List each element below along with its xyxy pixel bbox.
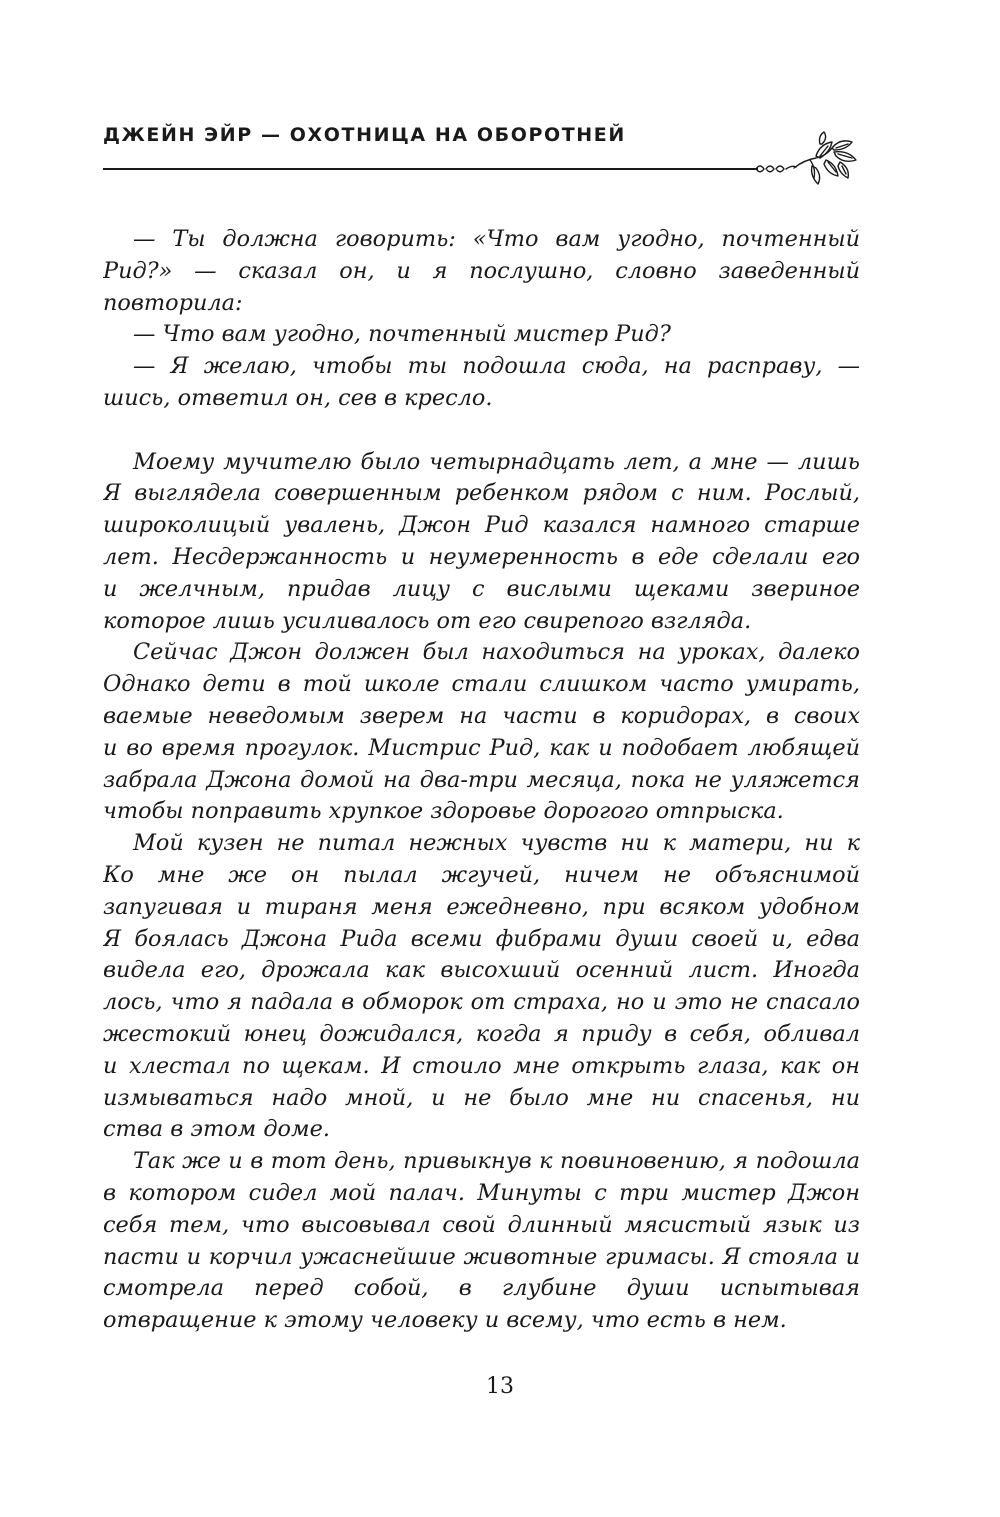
text-line: Рид?» — сказал он, и я послушно, словно заведенный: [103, 257, 860, 284]
text-line: лет. Несдержанность и неумеренность в еде сделали его: [103, 543, 860, 570]
text-line: — Я желаю, чтобы ты подошла сюда, на расправу, —: [133, 353, 860, 380]
text-line: жестокий юнец дожидался, когда я приду в себя, обливал: [103, 1020, 860, 1047]
text-line: пасти и корчил ужаснейшие животные гримасы. Я стояла и: [103, 1243, 860, 1270]
text-line: Я боялась Джона Рида всеми фибрами души своей и, едва: [103, 925, 860, 952]
text-line: чтобы поправить хрупкое здоровье дорогого отпрыска.: [103, 798, 784, 825]
paragraph: [103, 1146, 860, 1337]
text-line: Ко мне же он пылал жгучей, ничем не объяснимой: [103, 861, 860, 888]
dialogue-block: [103, 224, 860, 415]
text-line: и желчным, придав лицу с вислыми щеками звериное: [103, 575, 860, 602]
page-number: 13: [486, 1374, 514, 1399]
text-line: отвращение к этому человеку и всему, что есть в нем.: [103, 1307, 787, 1334]
text-line: — Ты должна говорить: «Что вам угодно, почтенный: [133, 226, 860, 252]
text-line: широколицый увалень, Джон Рид казался намного старше: [103, 512, 860, 539]
header-rule: [103, 168, 758, 170]
text-line: повторила:: [103, 289, 243, 316]
page-text: [103, 224, 860, 1337]
floral-vine-ornament-icon: [750, 130, 865, 190]
text-line: забрала Джона домой на два-три месяца, пока не уляжется: [103, 766, 860, 793]
paragraph: [103, 828, 860, 1146]
text-line: шись, ответил он, сев в кресло.: [103, 384, 493, 411]
text-line: видела его, дрожала как высохший осенний лист. Иногда: [103, 957, 860, 984]
text-line: в котором сидел мой палач. Минуты с три мистер Джон: [103, 1179, 860, 1206]
text-line: и во время прогулок. Мистрис Рид, как и подобает любящей: [103, 734, 860, 761]
text-line: которое лишь усиливалось от его свирепого взгляда.: [103, 607, 752, 634]
text-line: Однако дети в той школе стали слишком часто умирать,: [103, 671, 860, 698]
text-line: ства в этом доме.: [103, 1116, 330, 1143]
text-line: Так же и в тот день, привыкнув к повиновению, я подошла: [133, 1148, 860, 1175]
text-line: — Что вам угодно, почтенный мистер Рид?: [133, 321, 671, 348]
text-line: смотрела перед собой, в глубине души испытывая: [103, 1275, 860, 1302]
text-line: лось, что я падала в обморок от страха, но и это не спасало: [103, 989, 860, 1016]
text-line: и хлестал по щекам. И стоило мне открыть глаза, как он: [103, 1052, 860, 1079]
paragraph: [103, 447, 860, 638]
section-break: [103, 415, 860, 447]
text-line: Я выглядела совершенным ребенком рядом с ним. Рослый,: [103, 480, 860, 507]
running-head: ДЖЕЙН ЭЙР — ОХОТНИЦА НА ОБОРОТНЕЙ: [103, 124, 626, 146]
text-line: себя тем, что высовывал свой длинный мясистый язык из: [103, 1211, 860, 1238]
text-line: ваемые неведомым зверем на части в коридорах, в своих: [103, 702, 860, 729]
text-line: Сейчас Джон должен был находиться на уроках, далеко: [133, 639, 860, 666]
text-line: запугивая и тираня меня ежедневно, при всяком удобном: [103, 893, 860, 920]
text-line: Моему мучителю было четырнадцать лет, а мне — лишь: [133, 448, 860, 475]
text-line: измываться надо мной, и не было мне ни спасенья, ни: [103, 1084, 860, 1111]
paragraph: [103, 637, 860, 828]
text-line: Мой кузен не питал нежных чувств ни к матери, ни к: [133, 830, 860, 857]
